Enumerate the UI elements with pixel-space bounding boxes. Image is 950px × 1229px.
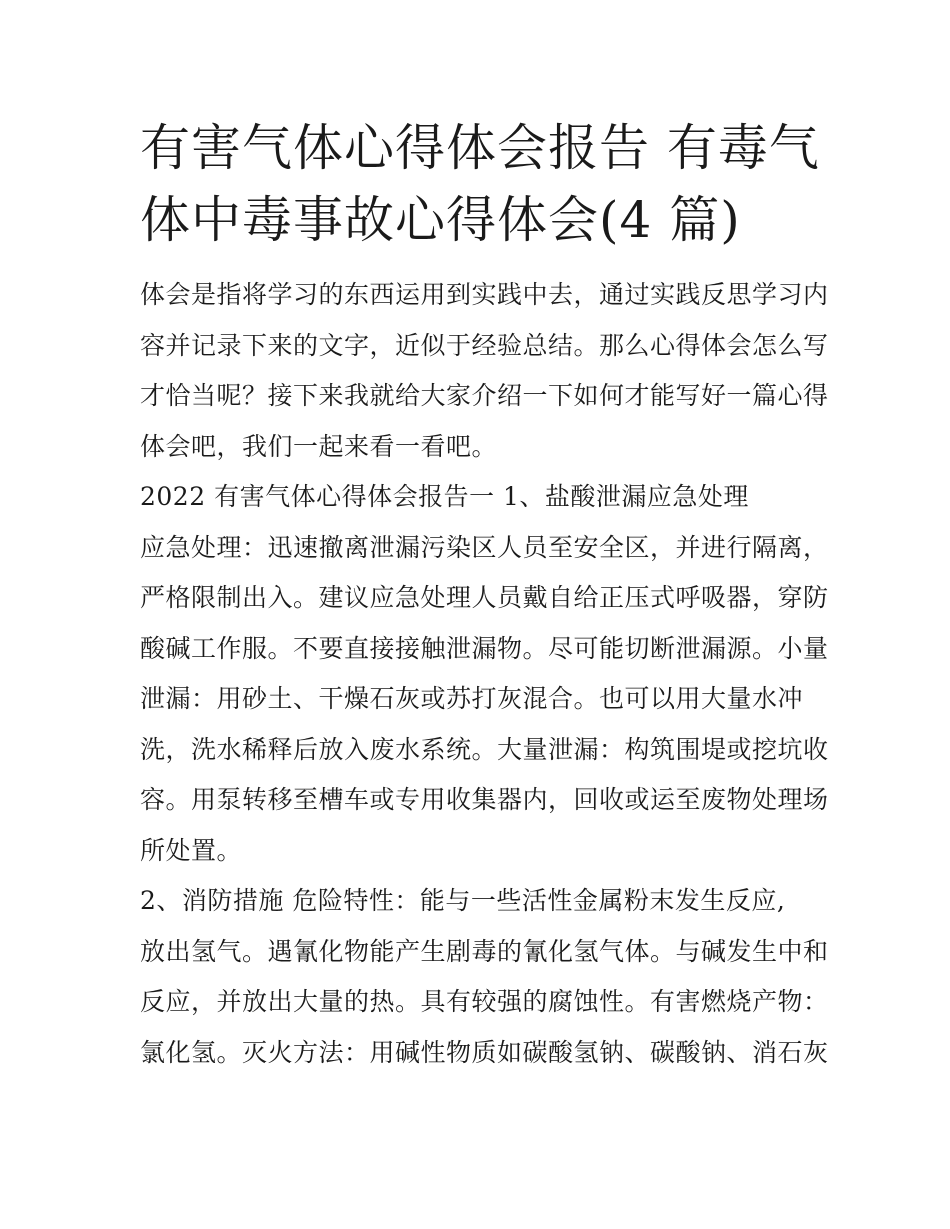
section2-heading-text: 2、消防措施 危险特性：能与一些活性金属粉末发生反应,	[140, 886, 786, 915]
section2-line-2: 反应，并放出大量的热。具有较强的腐蚀性。有害燃烧产物：	[140, 987, 829, 1016]
document-title	[140, 112, 820, 256]
intro-line-4: 体会吧，我们一起来看一看吧。	[140, 431, 498, 461]
section1-line-5: 洗，洗水稀释后放入废水系统。大量泄漏：构筑围堤或挖坑收	[140, 734, 829, 764]
intro-line-3: 才恰当呢？接下来我就给大家介绍一下如何才能写好一篇心得	[140, 381, 829, 410]
section1-line-3: 酸碱工作服。不要直接接触泄漏物。尽可能切断泄漏源。小量	[140, 633, 829, 663]
intro-line-2: 容并记录下来的文字，近似于经验总结。那么心得体会怎么写	[140, 330, 829, 360]
section2-line-1: 放出氢气。遇氰化物能产生剧毒的氰化氢气体。与碱发生中和	[140, 936, 829, 966]
section1-line-6: 容。用泵转移至槽车或专用收集器内，回收或运至废物处理场	[140, 785, 829, 814]
section2-paragraph	[140, 927, 829, 1079]
section1-line-4: 泄漏：用砂土、干燥石灰或苏打灰混合。也可以用大量水冲	[140, 684, 804, 713]
intro-line-1: 体会是指将学习的东西运用到实践中去，通过实践反思学习内	[140, 280, 829, 309]
section2-heading	[140, 876, 812, 927]
intro-paragraph	[140, 270, 829, 472]
section2-line-3: 氯化氢。灭火方法：用碱性物质如碳酸氢钠、碳酸钠、消石灰	[140, 1037, 829, 1067]
section1-line-2: 严格限制出入。建议应急处理人员戴自给正压式呼吸器，穿防	[140, 583, 829, 612]
section1-paragraph	[140, 523, 829, 877]
title-line-2: 体中毒事故心得体会(4 篇)	[140, 191, 741, 249]
section1-line-7: 所处置。	[140, 835, 243, 865]
title-line-1: 有害气体心得体会报告 有毒气	[140, 119, 820, 177]
document-page	[140, 112, 829, 1078]
section1-heading	[140, 472, 812, 523]
section1-line-1: 应急处理：迅速撤离泄漏污染区人员至安全区，并进行隔离，	[140, 532, 829, 562]
section1-heading-text: 2022 有害气体心得体会报告一 1、盐酸泄漏应急处理	[140, 482, 749, 511]
